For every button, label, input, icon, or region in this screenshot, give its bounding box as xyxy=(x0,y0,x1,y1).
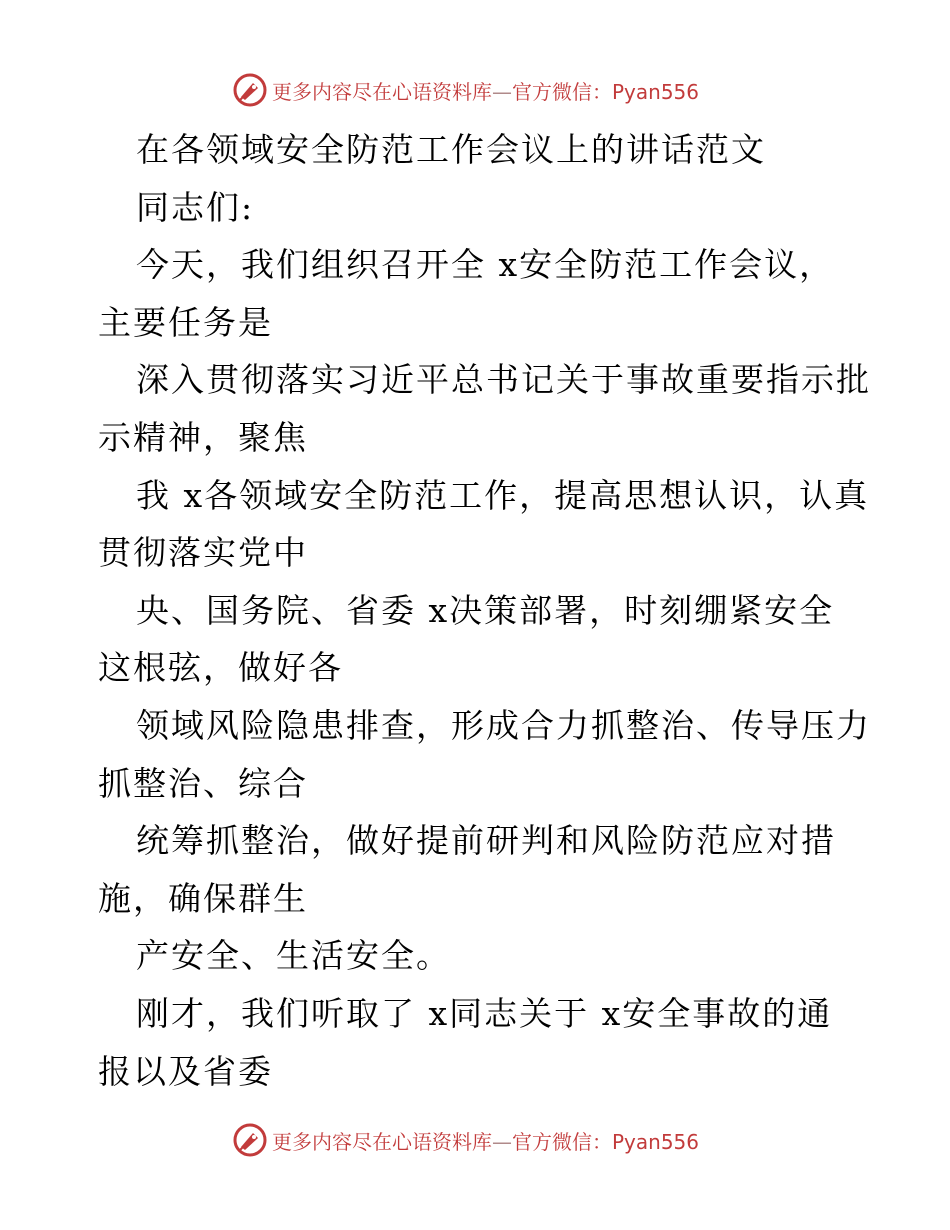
text-line: 领域风险隐患排查，形成合力抓整治、传导压力 xyxy=(136,705,871,745)
pen-nib-logo-icon xyxy=(232,72,268,108)
header-watermark xyxy=(232,70,699,110)
watermark-site-text: 更多内容尽在心语资料库 xyxy=(272,1129,492,1154)
watermark-wechat-text: 官方微信：Pyan556 xyxy=(512,79,700,104)
text-line: 贯彻落实党中 xyxy=(98,533,308,573)
pen-nib-logo-icon xyxy=(232,1122,268,1158)
text-line: 今天，我们组织召开全 x安全防范工作会议， xyxy=(136,245,835,285)
text-line: 报以及省委 xyxy=(98,1051,273,1091)
text-line: 这根弦，做好各 xyxy=(98,648,343,688)
text-line: 统筹抓整治，做好提前研判和风险防范应对措 xyxy=(136,821,836,861)
watermark-site-text: 更多内容尽在心语资料库 xyxy=(272,79,492,104)
text-line: 刚才，我们听取了 x同志关于 x安全事故的通 xyxy=(136,993,833,1033)
watermark-separator: — xyxy=(492,1129,512,1154)
footer-watermark xyxy=(232,1120,699,1160)
watermark-text xyxy=(272,76,699,105)
text-line: 央、国务院、省委 x决策部署，时刻绷紧安全 xyxy=(136,590,835,630)
text-line: 深入贯彻落实习近平总书记关于事故重要指示批 xyxy=(136,360,871,400)
document-title: 在各领域安全防范工作会议上的讲话范文 xyxy=(136,130,766,169)
text-line: 示精神，聚焦 xyxy=(98,417,308,457)
watermark-separator: — xyxy=(492,79,512,104)
text-line: 主要任务是 xyxy=(98,302,273,342)
watermark-wechat-text: 官方微信：Pyan556 xyxy=(512,1129,700,1154)
text-line: 我 x各领域安全防范工作，提高思想认识，认真 xyxy=(136,475,870,515)
document-body xyxy=(98,121,871,1100)
watermark-text xyxy=(272,1126,699,1155)
salutation: 同志们: xyxy=(136,187,255,227)
text-line: 抓整治、综合 xyxy=(98,763,308,803)
text-line: 施，确保群生 xyxy=(98,878,308,918)
text-line: 产安全、生活安全。 xyxy=(136,936,451,976)
